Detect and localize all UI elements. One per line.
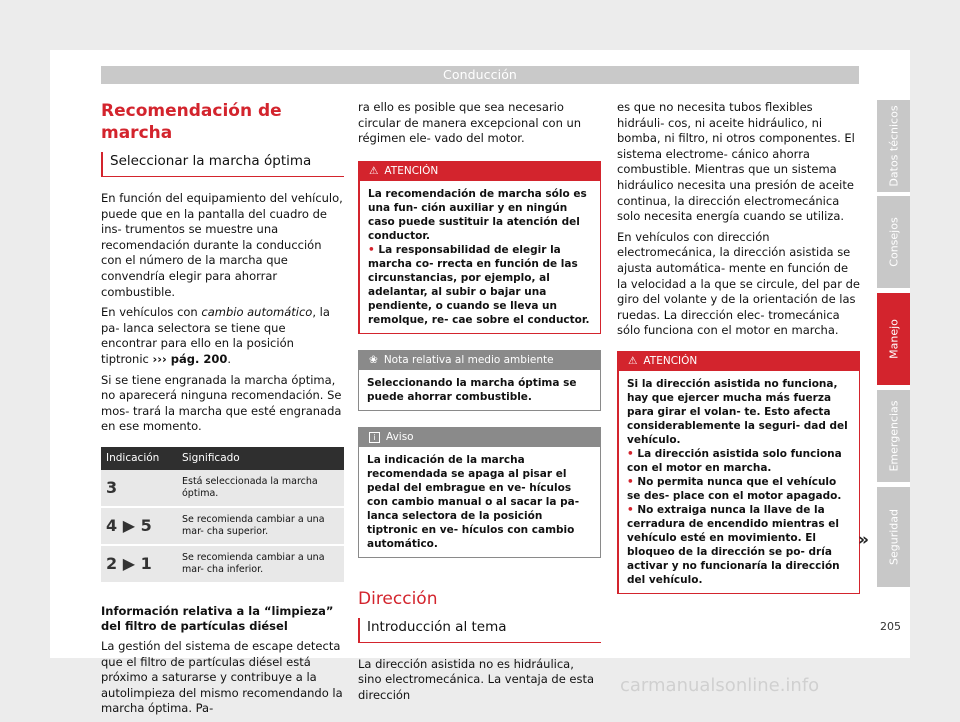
watermark: carmanualsonline.info xyxy=(620,675,820,696)
continue-arrow-icon: » xyxy=(858,530,869,550)
bullet-icon: • xyxy=(368,243,379,256)
table-row xyxy=(101,545,344,583)
notice-header: i Aviso xyxy=(359,428,600,447)
table-header: Significado xyxy=(177,447,344,470)
bullet-icon: • xyxy=(627,503,638,516)
warning-body: Si la dirección asistida no funciona, hay que ejercer mucha más fuerza para girar el volan- te. Esto afecta considerablemente la seguri- dad del vehículo. • La dirección asistida solo funciona con el motor en marcha. • No permita nunca que el vehículo se des- place con el motor apagado. • No extraiga nunca la llave de la cerradura de encendido mientras el vehículo esté en movimiento. El bloqueo de la dirección se po- dría activar y no funcionaría la dirección del vehículo. xyxy=(618,371,859,593)
section-subtitle: Seleccionar la marcha óptima xyxy=(101,152,344,177)
warning-box xyxy=(617,351,860,594)
table-cell: Se recomienda cambiar a una mar- cha superior. xyxy=(177,507,344,545)
environment-note-header: ❀ Nota relativa al medio ambiente xyxy=(359,351,600,370)
tab-emergencias[interactable]: Emergencias xyxy=(877,390,910,482)
bullet-icon: • xyxy=(627,447,638,460)
gear-indicator-icon: 3 xyxy=(101,470,177,507)
paragraph: La dirección asistida no es hidráulica, sino electromecánica. La ventaja de esta dirección xyxy=(358,656,595,702)
warning-body: La recomendación de marcha sólo es una fun- ción auxiliar y en ningún caso puede sustituir la atención del conductor. • La responsabilidad de elegir la marcha co- rrecta en función de las circunstancias, por ejemplo, al adelantar, al subir o bajar una pendiente, o cuando se lleva un remolque, re- cae sobre el conductor. xyxy=(359,181,600,333)
paragraph: En vehículos con cambio automático, la pa- lanca selectora se tiene que encontrar para ello en la posición tiptronic ››› pág. 200. xyxy=(101,305,330,366)
paragraph: En vehículos con dirección electromecánica, la dirección asistida se ajusta automática- mente en función de la velocidad a la que se circule, del par de giro del volante y de la orientación de las ruedas. La dirección elec- tromecánica sólo funciona con el motor en marcha. xyxy=(617,229,860,338)
gear-down-indicator-icon: 2 ▶ 1 xyxy=(101,545,177,583)
column-1 xyxy=(101,100,344,722)
table-cell: Se recomienda cambiar a una mar- cha inferior. xyxy=(177,545,344,583)
info-icon: i xyxy=(369,432,380,443)
subheading: Información relativa a la “limpieza” del filtro de partículas diésel xyxy=(101,603,334,633)
section-title: Dirección xyxy=(358,588,438,609)
gear-indicator-table xyxy=(101,447,344,584)
tab-seguridad[interactable]: Seguridad xyxy=(877,487,910,587)
warning-header: ⚠ ATENCIÓN xyxy=(618,352,859,371)
paragraph: Si se tiene engranada la marcha óptima, no aparecerá ninguna recomendación. Se mos- trará la marcha que esté engranada en ese momento. xyxy=(101,372,342,434)
tab-consejos[interactable]: Consejos xyxy=(877,196,910,288)
tab-manejo[interactable]: Manejo xyxy=(877,293,910,385)
section-subtitle: Introducción al tema xyxy=(358,618,601,643)
warning-triangle-icon: ⚠ xyxy=(628,354,638,367)
notice-box xyxy=(358,427,601,558)
section-header: Conducción xyxy=(101,66,859,84)
warning-triangle-icon: ⚠ xyxy=(369,164,379,177)
table-row xyxy=(101,470,344,507)
table-cell: Está seleccionada la marcha óptima. xyxy=(177,470,344,507)
paragraph: La gestión del sistema de escape detecta que el filtro de partículas diésel está próximo a saturarse y contribuye a la autolimpieza del mismo recomendando la marcha óptima. Pa- xyxy=(101,638,343,716)
table-row xyxy=(101,507,344,545)
tab-datos-tecnicos[interactable]: Datos técnicos xyxy=(877,100,910,192)
paragraph: ra ello es posible que sea necesario circular de manera excepcional con un régimen ele- vado del motor. xyxy=(358,100,582,146)
page-number: 205 xyxy=(880,620,901,633)
notice-body: La indicación de la marcha recomendada se apaga al pisar el pedal del embrague en ve- hículos con cambio manual o al sacar la pa- lanca selectora de la posición tiptronic en ve- hículos con cambio automático. xyxy=(367,453,580,550)
bullet-icon: • xyxy=(627,475,638,488)
column-3 xyxy=(617,100,860,610)
section-title: Recomendación de marcha xyxy=(101,101,282,143)
warning-header: ⚠ ATENCIÓN xyxy=(359,162,600,181)
paragraph: En función del equipamiento del vehículo, puede que en la pantalla del cuadro de ins- trumentos se muestre una recomendación durante la conducción con el número de la marcha que convendría elegir para ahorrar combustible. xyxy=(101,191,343,299)
gear-up-indicator-icon: 4 ▶ 5 xyxy=(101,507,177,545)
warning-box xyxy=(358,161,601,334)
paragraph: es que no necesita tubos flexibles hidráuli- cos, ni aceite hidráulico, ni bomba, ni filtro, ni otros componentes. El sistema electrome- cánico ahorra combustible. Mientras que un sistema hidráulico necesita una presión de aceite continua, la dirección electromecánica solo necesita energía cuando se utiliza. xyxy=(617,100,855,224)
environment-note-box xyxy=(358,350,601,411)
page-reference-link[interactable]: ››› pág. 200 xyxy=(152,351,228,366)
column-2 xyxy=(358,100,601,709)
table-header: Indicación xyxy=(101,447,177,470)
environment-flower-icon: ❀ xyxy=(369,353,378,366)
environment-note-body: Seleccionando la marcha óptima se puede ahorrar combustible. xyxy=(367,376,577,403)
